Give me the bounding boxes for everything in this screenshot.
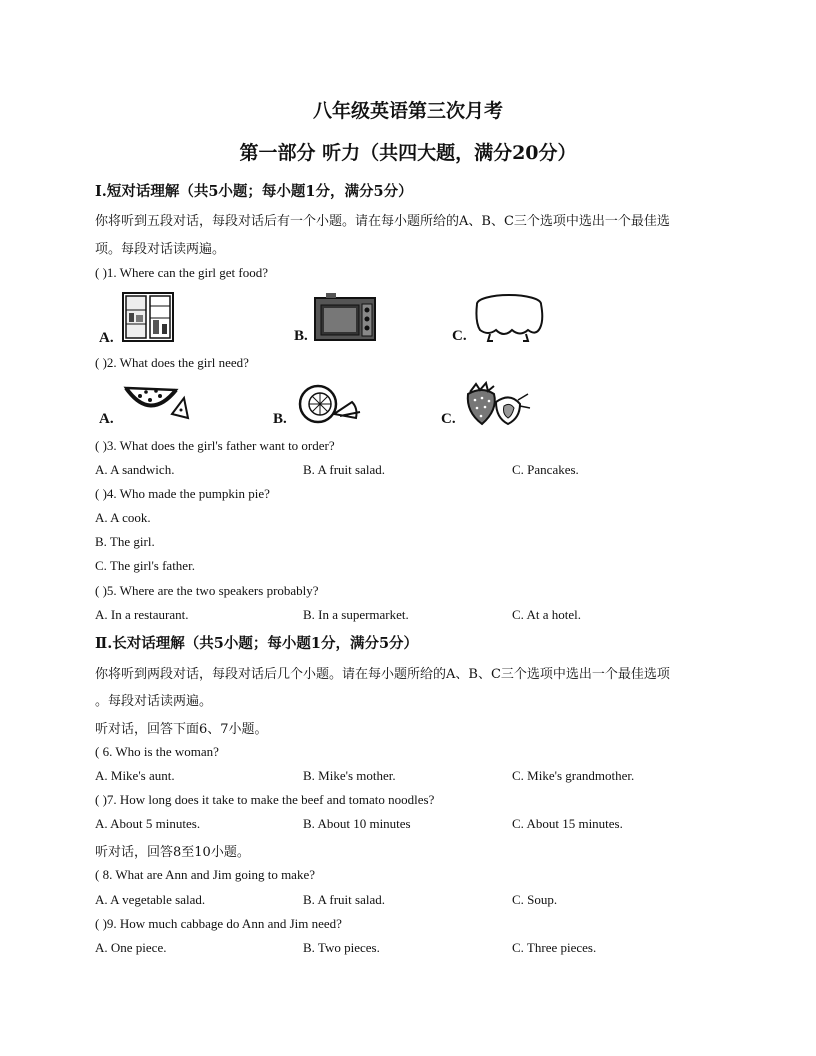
question-5: ( )5. Where are the two speakers probably? (95, 583, 319, 598)
strawberry-icon (460, 380, 534, 428)
q6-option-b: B. Mike's mother. (303, 768, 396, 783)
q7-option-b: B. About 10 minutes (303, 816, 411, 831)
section2-heading: Ⅱ.长对话理解（共5小题；每小题1分，满分5分） (95, 635, 419, 652)
q8-option-b: B. A fruit salad. (303, 892, 385, 907)
q8-option-c: C. Soup. (512, 892, 558, 907)
q1-option-c-label: C. (452, 328, 467, 344)
q4-option-c: C. The girl's father. (95, 558, 195, 573)
question-2: ( )2. What does the girl need? (95, 355, 249, 370)
question-7: ( )7. How long does it take to make the beef and tomato noodles? (95, 792, 435, 807)
q3-option-c: C. Pancakes. (512, 462, 579, 477)
section2-subheading-2: 听对话，回答8至10小题。 (95, 845, 250, 860)
orange-icon (294, 382, 366, 426)
section1-instruction-line2: 项。每段对话读两遍。 (95, 242, 226, 257)
oven-icon (312, 290, 378, 344)
q7-option-c: C. About 15 minutes. (512, 816, 623, 831)
q6-option-c: C. Mike's grandmother. (512, 768, 635, 783)
q1-option-a-label: A. (99, 330, 114, 346)
section2-subheading-1: 听对话，回答下面6、7小题。 (95, 722, 268, 737)
question-8: ( 8. What are Ann and Jim going to make? (95, 867, 315, 882)
table-icon (472, 292, 546, 344)
fridge-icon (120, 290, 178, 346)
question-3: ( )3. What does the girl's father want to order? (95, 438, 335, 453)
question-9: ( )9. How much cabbage do Ann and Jim need? (95, 916, 342, 931)
q3-option-b: B. A fruit salad. (303, 462, 385, 477)
page-title: 八年级英语第三次月考 (312, 100, 503, 122)
question-4: ( )4. Who made the pumpkin pie? (95, 486, 270, 501)
q9-option-a: A. One piece. (95, 940, 167, 955)
q8-option-a: A. A vegetable salad. (95, 892, 206, 907)
q7-option-a: A. About 5 minutes. (95, 816, 201, 831)
watermelon-icon (120, 378, 190, 426)
q4-option-a: A. A cook. (95, 510, 151, 525)
section1-instruction-line1: 你将听到五段对话，每段对话后有一个小题。请在每小题所给的A、B、C三个选项中选出一个最佳选 (95, 214, 670, 229)
q5-option-a: A. In a restaurant. (95, 607, 189, 622)
section2-instruction-line2: 。每段对话读两遍。 (95, 694, 213, 709)
section1-heading: Ⅰ.短对话理解（共5小题；每小题1分，满分5分） (95, 183, 413, 200)
q5-option-b: B. In a supermarket. (303, 607, 409, 622)
q9-option-c: C. Three pieces. (512, 940, 597, 955)
q2-option-a-label: A. (99, 411, 114, 427)
q4-option-b: B. The girl. (95, 534, 155, 549)
q5-option-c: C. At a hotel. (512, 607, 581, 622)
section2-instruction-line1: 你将听到两段对话，每段对话后几个小题。请在每小题所给的A、B、C三个选项中选出一个最佳选项 (95, 667, 670, 682)
q2-option-b-label: B. (273, 411, 287, 427)
question-6: ( 6. Who is the woman? (95, 744, 219, 759)
q9-option-b: B. Two pieces. (303, 940, 380, 955)
q6-option-a: A. Mike's aunt. (95, 768, 175, 783)
q3-option-a: A. A sandwich. (95, 462, 175, 477)
q2-option-c-label: C. (441, 411, 456, 427)
page-subtitle: 第一部分 听力（共四大题，满分20分） (239, 142, 577, 164)
q1-option-b-label: B. (294, 328, 308, 344)
question-1: ( )1. Where can the girl get food? (95, 265, 269, 280)
